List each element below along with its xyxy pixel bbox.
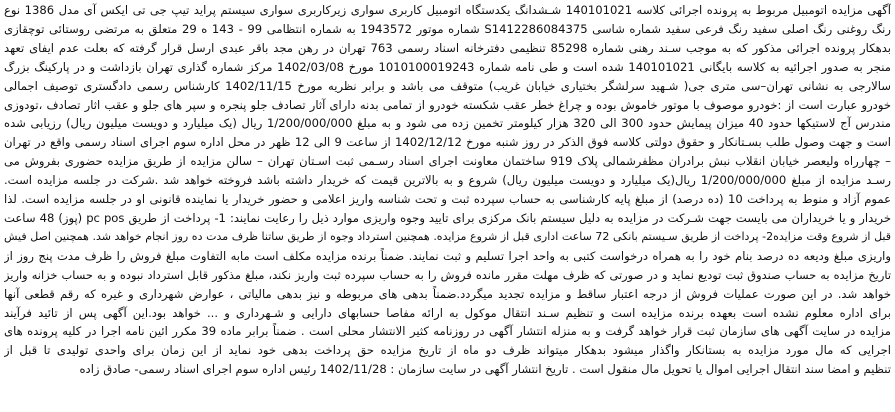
notice-line: عموم آزاد و منوط به پرداخت 10 (ده درصد) از مبلغ پایه کارشناسی به حساب سپرده ثبت و تحت شناسه واریز اعلامی و حضور خریدار یا نماینده قانونی او در جلسه مزایده است. لذا: [4, 192, 891, 207]
notice-line: خودرو عبارت است از :خودرو موصوف با موتور خاموش بوده و چراغ خطر عقب شکسته خودرو از تمامی بدنه دارای آثار تصادف جلو پنجره و سپر های جلو و عقب اثار تصادف ،تودوزی: [4, 97, 891, 112]
notice-line: تنظیم و امضا سند انتقال اجرایی اموال یا تحویل مال منقول است . تاریخ انتشار آگهی در سایت سازمان : 1402/11/28 رئیس اداره سوم اجرای اسناد رسمی- صادق زاده: [79, 362, 891, 377]
notice-line: سالارجی به نشانی تهران–سی متری جی( شـهید سرلشگر بختیاری خیابان غریب) متوقف می باشد و برابر نظریه مورخ 1402/11/15 کارشناس رسمی دادگستری توصیف اجمالی: [4, 78, 891, 93]
notice-line: خواهد شد. در این صورت عملیات فروش از درجه اعتبار ساقط و مزایده تجدید میگردد.ضمناً بدهی های مربوطه و نیز بدهی مالیاتی ، عوارض شهرداری و غیره که رقم قطعی آنها: [4, 286, 891, 301]
notice-line: است و جهت وصول طلب بسـتانکار و حقوق دولتی کلاسه فوق الذکر در روز شنبه مورخ 1402/12/12 از ساعت 9 الی 12 ظهر در محل اداره سوم اجرای اسناد رسمی واقع در تهران: [4, 135, 891, 150]
notice-line: رسـد مزایده از مبلغ 1/200/000/000 ریال(یک میلیارد و دویست میلیون ریال) شروع و به بالاترین قیمت که خریدار داشته باشد فروخته خواهد شد .شرکت در جلسه مزایده است.: [4, 173, 891, 188]
notice-line: مزایده در سایت آگهی های سازمان ثبت قرار خواهد گرفت و به منزله انتشار آگهی در روزنامه کثیر الانتشار محلی است . ضمناً برابر ماده 39 مکرر ائین نامه اجرا در کلیه پرونده های: [4, 324, 891, 339]
notice-line: بدهکار پرونده اجرائی مذکور که به موجب سـند رهنی شماره 85298 تنظیمی دفترخانه اسناد رسمی 763 تهران در رهن مجد باقر عبدی ارسل قرار گرفته که بعلت عدم ایفای تعهد: [4, 40, 891, 55]
notice-line: آگهی مزایده اتومبیل مربوط به پرونده اجرائی کلاسه 140101021 شـشدانگ یکدستگاه اتومبیل کاربری سواری زیرکاربری سواری سیستم پراید تیپ جی تی ایکس آی مدل 1386 نوع: [4, 3, 891, 17]
notice-line: تاریخ مزایده به حساب صندوق ثبت تودیع نماید و در صورتی که ظرف مهلت مقرر مانده فروش را به حساب سپرده ثبت واریز نکند، مبلغ مذکور قابل استرداد نبوده و به حساب خزانه واریز: [4, 267, 891, 282]
notice-line: قبل از شروع وقت مزایده2- پرداخت از طریق سـیستم بانکی 72 ساعت اداری قبل از شروع مزایده. همچنین استرداد وجوه از طریق ساتنا ظرف مدت ده روز انجام خواهد شد. همچنین اصل فیش: [4, 229, 891, 243]
notice-line: رنگ روغنی رنگ اصلی سفید رنگ فرعی سفید شماره شاسی S1412286084375 شماره موتور 1943572 به شماره انتظامی 99 - 143 ه 29 متعلق به مرتضی روستائی توچقازی: [4, 21, 891, 36]
notice-line: برای اداره معلوم نشده است بعهده برنده مزایده است و تنظیم سـند انتقال موکول به ارائه مفاصا حسابهای دارایی و شـهرداری و ... خواهد بود.این آگهی پس از تائید فرآیند: [4, 305, 891, 320]
notice-line: اجرایی که مال مورد مزایده به بستانکار واگذار میشود بدهکار میتواند ظرف دو ماه از تاریخ مزایده حق پرداخت بدهی خود نماید از این زمان برای واحدی تولیدی تا قبل از: [4, 343, 891, 358]
notice-line: مندرس آج لاستیکها حدود 40 میزان پیمایش حدود 300 الی 320 هزار کیلومتر تخمین زده می شود و به مبلغ 1/200/000/000 ریال (یک میلیارد و دویست میلیون ریال) رزیابی شده: [4, 116, 891, 131]
auction-notice-document: [4, 1, 891, 410]
notice-line: – چهارراه ولیعصر خیابان انقلاب نبش برادران مظفرشمالی پلاک 919 ساختمان معاونت اجرای اسناد رسـمی ثبت اسـتان تهران – سالن مزایده از طریق مزایده حضوری بفروش می: [4, 154, 891, 169]
notice-line: واریزی مبلغ ودیعه ده درصد بنام خود را به همراه درخواست کتبی به واحد اجرا تسلیم و ثبت نمایند. ضمناً برنده مزایده مکلف است مابه التفاوت مبلغ فروش را ظرف مدت پنج روز از: [4, 248, 891, 263]
notice-line: خریدار و یا خریداران می بایست جهت شـرکت در مزایده به دلیل سیستم بانک مرکزی برای تایید وجوه واریزی موارد ذیل را رعایت نمایند: 1- پرداخت از طریق pc pos (پوز) 48 ساعت: [4, 210, 891, 225]
notice-line: منجر به صدور اجرائیه به کلاسه بایگانی 140101021 شده است و طی نامه شماره 1010100019243 مورخ 1402/03/08 مرکز شماره گذاری تهران بازداشت و در پارکینگ بزرگ: [4, 59, 891, 74]
